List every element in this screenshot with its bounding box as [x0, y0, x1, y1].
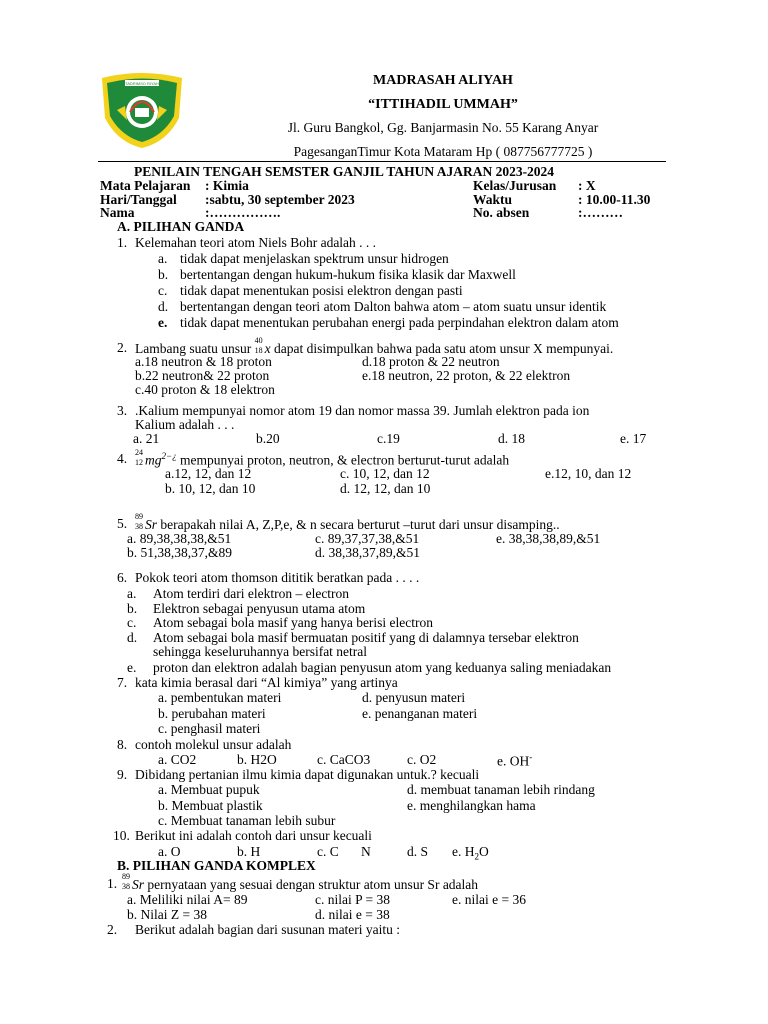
exam-title: PENILAIN TENGAH SEMSTER GANJIL TAHUN AJARAN 2023-2024: [134, 164, 555, 179]
q4-stem: 24 12 $mg^{2-¿}$ mempunyai proton, neutron, & electron berturut-turut adalah: [135, 447, 510, 468]
name-value: :…………….: [205, 205, 281, 220]
q6-option-a-label: a.: [127, 586, 137, 601]
date-value: :sabtu, 30 september 2023: [205, 192, 355, 207]
b2-number: 2.: [107, 922, 118, 937]
q7-option-c: c. penghasil materi: [158, 721, 261, 736]
q1-option-a-label: a.: [158, 251, 168, 266]
q3-option-c: c.19: [377, 431, 400, 446]
q4-number: 4.: [117, 451, 128, 466]
q8-option-b: b. H2O: [237, 752, 277, 767]
q7-option-a: a. pembentukan materi: [158, 690, 282, 705]
q2-option-a: a.18 neutron & 18 proton: [135, 354, 272, 369]
time-value: : 10.00-11.30: [578, 192, 651, 207]
q1-option-d-label: d.: [158, 299, 169, 314]
b1-option-a: a. Meliliki nilai A= 89: [127, 892, 248, 907]
q3-option-e: e. 17: [620, 431, 647, 446]
q6-option-c-label: c.: [127, 615, 137, 630]
q1-option-d: bertentangan dengan teori atom Dalton bahwa atom – atom suatu unsur identik: [180, 299, 607, 314]
absence-label: No. absen: [473, 205, 530, 220]
b1-option-c: c. nilai P = 38: [315, 892, 390, 907]
q2-number: 2.: [117, 340, 128, 355]
q8-option-c2: c. O2: [407, 752, 437, 767]
section-a-heading: A. PILIHAN GANDA: [117, 219, 245, 234]
b1-option-d: d. nilai e = 38: [315, 907, 390, 922]
section-b-heading: B. PILIHAN GANDA KOMPLEX: [117, 858, 316, 873]
q1-option-c-label: c.: [158, 283, 168, 298]
header-divider: [98, 161, 666, 162]
q10-number: 10.: [113, 828, 130, 843]
q6-option-e: proton dan elektron adalah bagian penyusun atom yang keduanya saling meniadakan: [153, 660, 612, 675]
q2-option-c: c.40 proton & 18 elektron: [135, 382, 275, 397]
q1-option-e-label: e.: [158, 315, 168, 330]
q6-option-b: Elektron sebagai penyusun utama atom: [153, 601, 366, 616]
q4-option-a: a.12, 12, dan 12: [165, 466, 252, 481]
q6-option-d: Atom sebagai bola masif bermuatan positif yang di dalamnya tersebar elektron: [153, 630, 579, 645]
q5-option-a: a. 89,38,38,38,&51: [127, 531, 232, 546]
q5-stem: 89 38 Sr berapakah nilai A, Z,P,e, & n secara berturut –turut dari unsur disamping..: [135, 512, 560, 532]
q9-option-b: b. Membuat plastik: [158, 798, 263, 813]
b1-number: 1.: [107, 876, 118, 891]
q6-option-c: Atom sebagai bola masif yang hanya berisi electron: [153, 615, 434, 630]
q3-text-line2: Kalium adalah . . .: [135, 417, 235, 432]
q5-option-c: c. 89,37,37,38,&51: [315, 531, 420, 546]
q10-option-e: e. $H_2O$: [452, 844, 489, 862]
q10-option-n: N: [361, 844, 371, 859]
school-address-line1: Jl. Guru Bangkol, Gg. Banjarmasin No. 55 Karang Anyar: [287, 120, 599, 135]
q3-number: 3.: [117, 403, 128, 418]
logo-text: TADRIMSO RIYAH: [125, 81, 159, 86]
class-value: : X: [578, 178, 596, 193]
q6-text: Pokok teori atom thomson dititik beratkan pada . . . .: [135, 570, 420, 585]
class-label: Kelas/Jurusan: [473, 178, 557, 193]
q8-option-a: a. CO2: [158, 752, 197, 767]
q6-option-d-cont: sehingga keseluruhannya bersifat netral: [153, 644, 368, 659]
q3-text-line1: .Kalium mempunyai nomor atom 19 dan nomor massa 39. Jumlah elektron pada ion: [135, 403, 590, 418]
q4-option-d: d. 12, 12, dan 10: [340, 481, 431, 496]
b1-option-e: e. nilai e = 36: [452, 892, 526, 907]
school-subtitle: “ITTIHADIL UMMAH”: [368, 97, 518, 112]
q7-option-b: b. perubahan materi: [158, 706, 266, 721]
q2-stem: Lambang suatu unsur 40 18 x dapat disimpulkan bahwa pada satu atom unsur X mempunyai.: [135, 336, 614, 356]
q8-option-e: e. OH-: [497, 752, 533, 769]
school-name: MADRASAH ALIYAH: [373, 73, 513, 88]
q6-option-d-label: d.: [127, 630, 138, 645]
q9-text: Dibidang pertanian ilmu kimia dapat digunakan untuk.? kecuali: [135, 767, 480, 782]
q4-option-e: e.12, 10, dan 12: [545, 466, 632, 481]
q2-option-e: e.18 neutron, 22 proton, & 22 elektron: [362, 368, 571, 383]
q10-option-a: a. O: [158, 844, 181, 859]
q7-number: 7.: [117, 675, 128, 690]
b1-option-b: b. Nilai Z = 38: [127, 907, 207, 922]
q2-option-b: b.22 neutron& 22 proton: [135, 368, 270, 383]
name-label: Nama: [100, 205, 135, 220]
q3-option-a: a. 21: [133, 431, 160, 446]
q7-text: kata kimia berasal dari “Al kimiya” yang artinya: [135, 675, 398, 690]
q6-option-e-label: e.: [127, 660, 137, 675]
q2-isotope: 40 18: [254, 336, 263, 355]
q9-option-d: d. membuat tanaman lebih rindang: [407, 782, 595, 797]
q5-number: 5.: [117, 516, 128, 531]
b2-text: Berikut adalah bagian dari susunan materi yaitu :: [135, 922, 401, 937]
q1-number: 1.: [117, 235, 128, 250]
subject-label: Mata Pelajaran: [100, 178, 191, 193]
q6-option-b-label: b.: [127, 601, 138, 616]
b1-isotope: 89 38: [122, 872, 130, 891]
q5-option-e: e. 38,38,38,89,&51: [496, 531, 601, 546]
q9-option-e: e. menghilangkan hama: [407, 798, 536, 813]
q7-option-d: d. penyusun materi: [362, 690, 466, 705]
school-address-line2: PagesanganTimur Kota Mataram Hp ( 087756777725 ): [293, 144, 593, 159]
q3-option-d: d. 18: [498, 431, 525, 446]
q9-option-c: c. Membuat tanaman lebih subur: [158, 813, 336, 828]
q8-text: contoh molekul unsur adalah: [135, 737, 292, 752]
q1-option-e: tidak dapat menentukan perubahan energi pada perpindahan elektron dalam atom: [180, 315, 619, 330]
q8-number: 8.: [117, 737, 128, 752]
q4-isotope: 24 12: [135, 447, 143, 467]
q1-option-b: bertentangan dengan hukum-hukum fisika klasik dar Maxwell: [180, 267, 516, 282]
q3-option-b: b.20: [256, 431, 280, 446]
q5-isotope: 89 38: [135, 512, 143, 531]
q10-option-c: c. C: [317, 844, 339, 859]
q9-option-a: a. Membuat pupuk: [158, 782, 260, 797]
q9-number: 9.: [117, 767, 128, 782]
q1-option-a: tidak dapat menjelaskan spektrum unsur hidrogen: [180, 251, 449, 266]
q8-option-c: c. CaCO3: [317, 752, 371, 767]
q6-number: 6.: [117, 570, 128, 585]
q5-option-d: d. 38,38,37,89,&51: [315, 545, 421, 560]
q7-option-e: e. penanganan materi: [362, 706, 478, 721]
date-label: Hari/Tanggal: [100, 192, 177, 207]
q10-option-d: d. S: [407, 844, 429, 859]
q2-option-d: d.18 proton & 22 neutron: [362, 354, 500, 369]
q6-option-a: Atom terdiri dari elektron – electron: [153, 586, 350, 601]
q10-option-b: b. H: [237, 844, 261, 859]
absence-value: :………: [578, 205, 623, 220]
q5-option-b: b. 51,38,38,37,&89: [127, 545, 233, 560]
b1-stem: 89 38 Sr pernyataan yang sesuai dengan struktur atom unsur Sr adalah: [122, 872, 479, 892]
q1-text: Kelemahan teori atom Niels Bohr adalah . . .: [135, 235, 377, 250]
q1-option-c: tidak dapat menentukan posisi elektron dengan pasti: [180, 283, 463, 298]
q1-option-b-label: b.: [158, 267, 169, 282]
time-label: Waktu: [473, 192, 513, 207]
q10-text: Berikut ini adalah contoh dari unsur kecuali: [135, 828, 372, 843]
q4-option-c: c. 10, 12, dan 12: [340, 466, 430, 481]
subject-value: : Kimia: [205, 178, 249, 193]
school-logo: [97, 70, 187, 150]
q4-option-b: b. 10, 12, dan 10: [165, 481, 256, 496]
